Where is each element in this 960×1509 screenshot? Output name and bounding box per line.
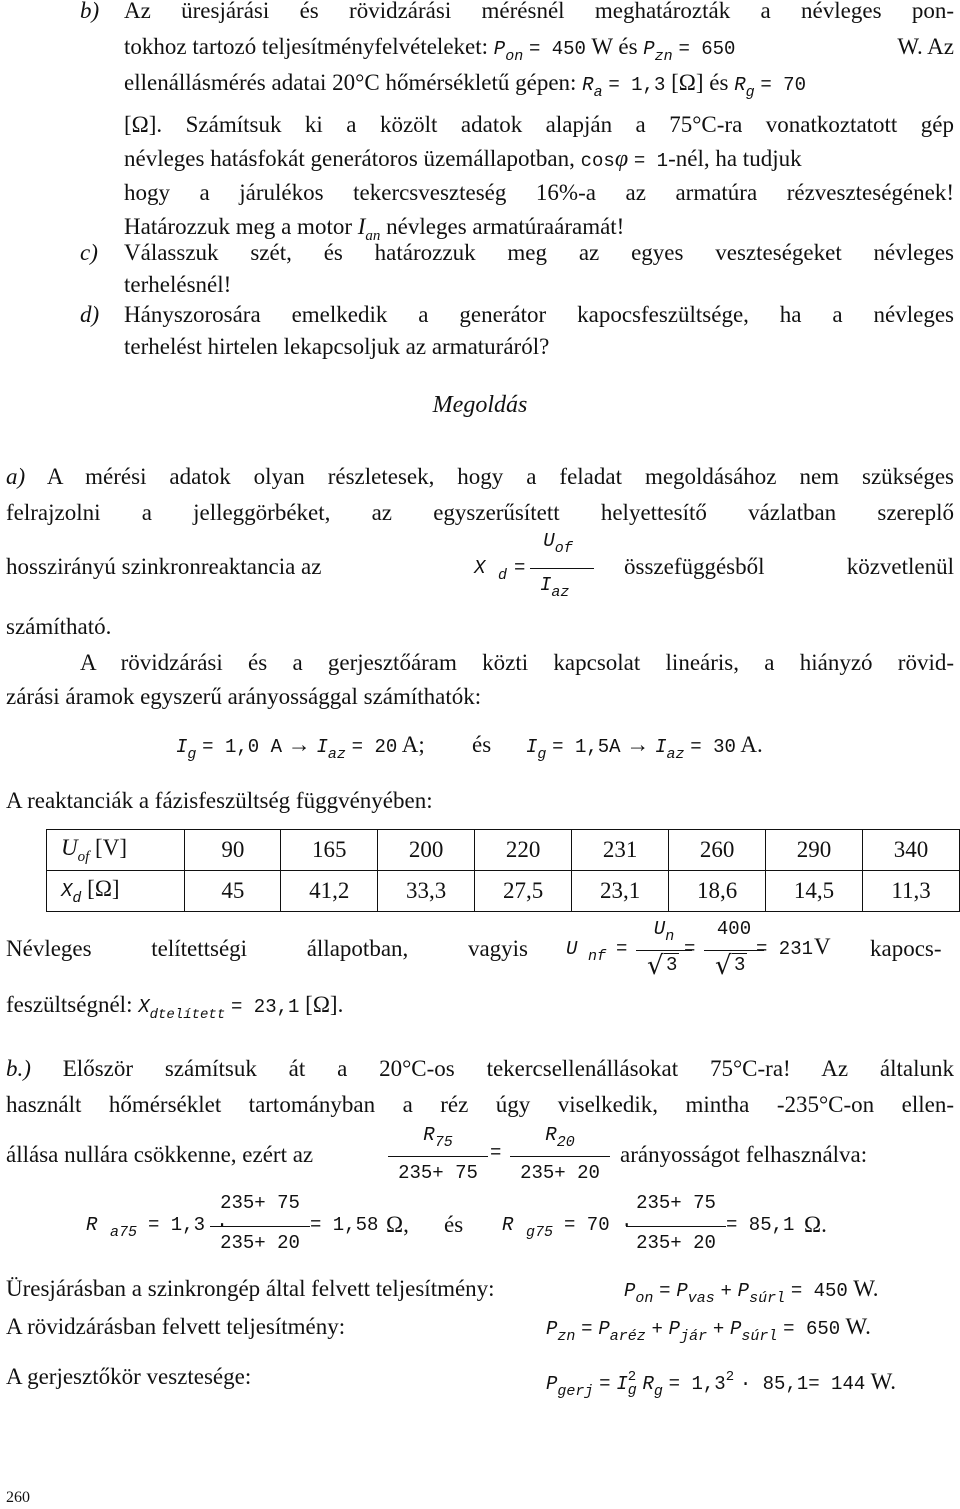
nominal-line1-end: kapocs-	[870, 936, 942, 961]
ra75-formula: R a75 = 1,3 · 235+ 75 235+ 20 = 1,58	[86, 1192, 379, 1254]
problem-b-line1: Az üresjárási és rövidzárási mérésnél meghatározták a névleges pon-	[124, 0, 954, 23]
solution-a-line3-end: összefüggésből közvetlenül	[624, 554, 954, 579]
p-on-formula: $P_{on} = P_{vas} + P_{súrl} = 450$ W.	[624, 1276, 879, 1307]
table-cell: 340	[863, 830, 960, 871]
problem-b-line2: tokhoz tartozó teljesítményfelvételeket: $P_{on} = 450$ W és $P_{zn} = 650$ W. Az	[124, 34, 954, 65]
table-intro: A reaktanciák a fázisfeszültség függvényében:	[6, 788, 433, 813]
table-cell: 165	[281, 830, 378, 871]
p-on-label: Üresjárásban a szinkrongép által felvett teljesítmény:	[6, 1276, 495, 1301]
problem-d-line2: terhelést hirtelen lekapcsoljuk az armaturáról?	[124, 334, 550, 359]
table-cell: 11,3	[863, 871, 960, 912]
table-cell: 45	[185, 871, 281, 912]
b-section-line3-end: arányosságot felhasználva:	[620, 1142, 868, 1167]
arrow-icon: →	[287, 732, 311, 757]
problem-b-line4: [Ω]. Számítsuk ki a közölt adatok alapján a 75°C-ra vonatkoztatott gép	[124, 112, 954, 137]
current-equation-1: $I_g = 1,0$ $A \to I_{az} = 20$ A;	[176, 732, 425, 763]
sqrt-icon: √ 3	[648, 954, 679, 976]
p-gerj-label: A gerjesztőkör vesztesége:	[6, 1364, 252, 1389]
arrow-icon: →	[626, 732, 650, 757]
reactance-table	[46, 829, 960, 912]
table-cell: 260	[669, 830, 766, 871]
item-label-c: c)	[80, 240, 98, 265]
sqrt-icon: √ 3	[716, 954, 747, 976]
rg75-unit: Ω.	[804, 1212, 827, 1237]
table-cell: 33,3	[378, 871, 475, 912]
current-equation-2: $I_g = 1,5A \to I_{az} = 30$ A.	[526, 732, 763, 763]
problem-c-line2: terhelésnél!	[124, 272, 232, 297]
problem-b-line7: Határozzuk meg a motor $I_{an}$ névleges armatúraáramát!	[124, 214, 625, 244]
ratio-formula: R75 235+ 75 = R20 235+ 20	[388, 1124, 618, 1194]
table-row-header: $X_d$ [Ω]	[47, 871, 185, 912]
problem-b-line5: névleges hatásfokát generátoros üzemállapotban, cosφ = 1-nél, ha tudjuk	[124, 146, 802, 172]
fraction-bar	[626, 1226, 726, 1227]
fraction-bar	[530, 568, 594, 569]
b-section-line1: b.) Először számítsuk át a 20°C-os tekercsellenállásokat 75°C-ra! Az általunk	[6, 1056, 954, 1081]
table-cell: 220	[475, 830, 572, 871]
unf-formula: U nf = Un √ 3 = 400 √ 3 = 231 V	[566, 918, 866, 988]
item-label-b: b)	[80, 0, 100, 23]
problem-c-line1: Válasszuk szét, és határozzuk meg az egyes veszteségeket névleges	[124, 240, 954, 265]
equation-and: és	[472, 732, 492, 757]
solution-a-line3-start: hosszirányú szinkronreaktancia az	[6, 554, 322, 579]
p-zn-label: A rövidzárásban felvett teljesítmény:	[6, 1314, 346, 1339]
solution-p2-line1: A rövidzárási és a gerjesztőáram közti kapcsolat lineáris, a hiányzó rövid-	[80, 650, 954, 675]
table-row	[47, 830, 960, 871]
ra-rg-and: és	[444, 1212, 464, 1237]
item-label-d: d)	[80, 302, 100, 327]
table-cell: 90	[185, 830, 281, 871]
solution-a-line1: a) A mérési adatok olyan részletesek, hogy a feladat megoldásához nem szükséges	[6, 464, 954, 489]
nominal-line2: feszültségnél: $X_{dtelített} = 23,1$ [Ω].	[6, 992, 344, 1023]
p-gerj-formula: $P_{gerj} = I$ 2 g $R_g = 1,3^2 \cdot 85,1= 144$ W.	[546, 1368, 896, 1400]
table-cell: 27,5	[475, 871, 572, 912]
solution-a-line2: felrajzolni a jelleggörbéket, az egyszerűsített helyettesítő vázlatban szereplő	[6, 500, 954, 525]
fraction-bar	[388, 1156, 488, 1157]
b-section-line3-start: állása nullára csökkenne, ezért az	[6, 1142, 314, 1167]
solution-heading: Megoldás	[432, 392, 528, 418]
fraction-bar	[704, 950, 764, 951]
table-cell: 231	[572, 830, 669, 871]
fraction-bar	[510, 1156, 610, 1157]
table-cell: 290	[766, 830, 863, 871]
table-row-header: $U_{of}$ [V]	[47, 830, 185, 871]
problem-d-line1: Hányszorosára emelkedik a generátor kapocsfeszültsége, ha a névleges	[124, 302, 954, 327]
page-number: 260	[6, 1489, 30, 1506]
solution-p2-line2: zárási áramok egyszerű arányossággal számíthatók:	[6, 684, 482, 709]
b-section-line2: használt hőmérséklet tartományban a réz úgy viselkedik, mintha -235°C-on ellen-	[6, 1092, 954, 1117]
table-cell: 18,6	[669, 871, 766, 912]
problem-b-line3: ellenállásmérés adatai 20°C hőmérsékletű gépen: $R_a = 1,3$ [Ω] és $R_g = 70$	[124, 70, 806, 101]
solution-a-line4: számítható.	[6, 614, 112, 639]
table-row	[47, 871, 960, 912]
nominal-line1-start: Névleges telítettségi állapotban, vagyis	[6, 936, 528, 961]
table-cell: 41,2	[281, 871, 378, 912]
ra75-unit: Ω,	[386, 1212, 409, 1237]
table-cell: 200	[378, 830, 475, 871]
problem-b-line6: hogy a járulékos tekercsveszteség 16%-a az armatúra rézveszteségének!	[124, 180, 954, 205]
p-zn-formula: $P_{zn} = P_{aréz} + P_{jár} + P_{súrl} = 650$ W.	[546, 1314, 871, 1345]
rg75-formula: R g75 = 70 · 235+ 75 235+ 20 = 85,1	[502, 1192, 795, 1254]
table-cell: 23,1	[572, 871, 669, 912]
fraction-bar	[210, 1226, 310, 1227]
table-cell: 14,5	[766, 871, 863, 912]
